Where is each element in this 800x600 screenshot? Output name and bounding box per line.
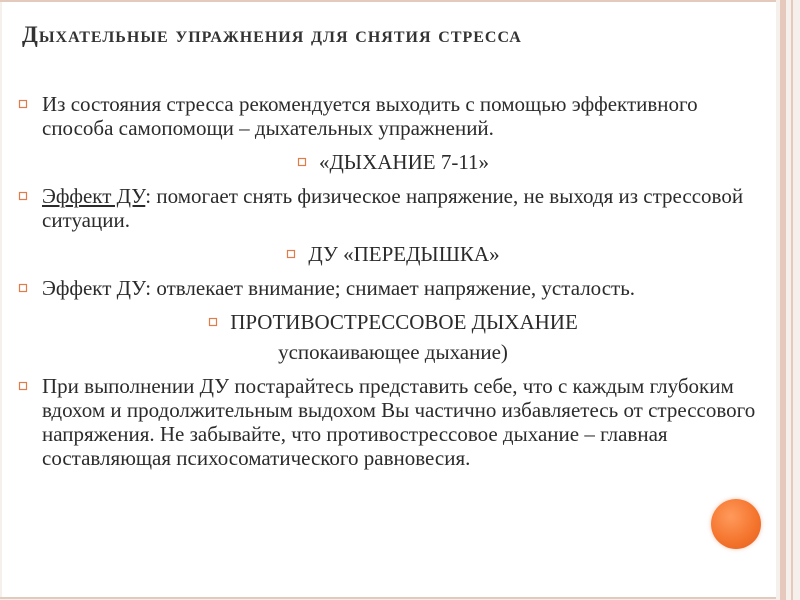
diamond-bullet-icon	[297, 157, 307, 167]
centered-heading-text: ДУ «ПЕРЕДЫШКА»	[308, 242, 500, 266]
frame-bottom-line	[0, 597, 776, 599]
bullet-text: Эффект ДУ: отвлекает внимание; снимает напряжение, усталость.	[42, 276, 636, 300]
slide-body	[18, 92, 768, 470]
centered-heading-text: «ДЫХАНИЕ 7-11»	[318, 150, 490, 174]
bullet-text: При выполнении ДУ постарайтесь представить себе, что с каждым глубоким вдохом и продолжительным выдохом Вы частично избавляетесь от стрессового напряжения. Не забывайте, что противострессовое дыхание – главная составляющая психосоматического равновесия.	[42, 374, 756, 470]
bullet-item-effect-1	[18, 184, 768, 232]
diamond-bullet-icon	[18, 283, 28, 293]
bullet-item-instruction	[18, 374, 768, 470]
diamond-bullet-icon	[286, 249, 296, 259]
slide-title: Дыхательные упражнения для снятия стресса	[22, 22, 522, 47]
centered-heading-text: ПРОТИВОСТРЕССОВОЕ ДЫХАНИЕ	[230, 310, 578, 334]
centered-heading-peredyshka	[18, 242, 768, 266]
diamond-bullet-icon	[18, 381, 28, 391]
frame-top-line	[0, 0, 776, 2]
centered-subtext-label: успокаивающее дыхание)	[278, 340, 508, 364]
bullet-text: : помогает снять физическое напряжение, не выходя из стрессовой ситуации.	[42, 184, 744, 232]
bullet-item-intro	[18, 92, 768, 140]
bullet-text: Из состояния стресса рекомендуется выходить с помощью эффективного способа самопомощи – дыхательных упражнений.	[42, 92, 698, 140]
right-edge-stripe-thin	[791, 0, 793, 600]
bullet-item-effect-2	[18, 276, 768, 300]
effect-label: Эффект ДУ	[42, 184, 146, 208]
right-edge-stripe	[780, 0, 786, 600]
diamond-bullet-icon	[18, 191, 28, 201]
diamond-bullet-icon	[208, 317, 218, 327]
centered-subtext	[18, 340, 768, 364]
diamond-bullet-icon	[18, 99, 28, 109]
centered-heading-antistress	[18, 310, 768, 334]
orange-circle-decoration	[711, 499, 761, 549]
centered-heading-breathing-7-11	[18, 150, 768, 174]
